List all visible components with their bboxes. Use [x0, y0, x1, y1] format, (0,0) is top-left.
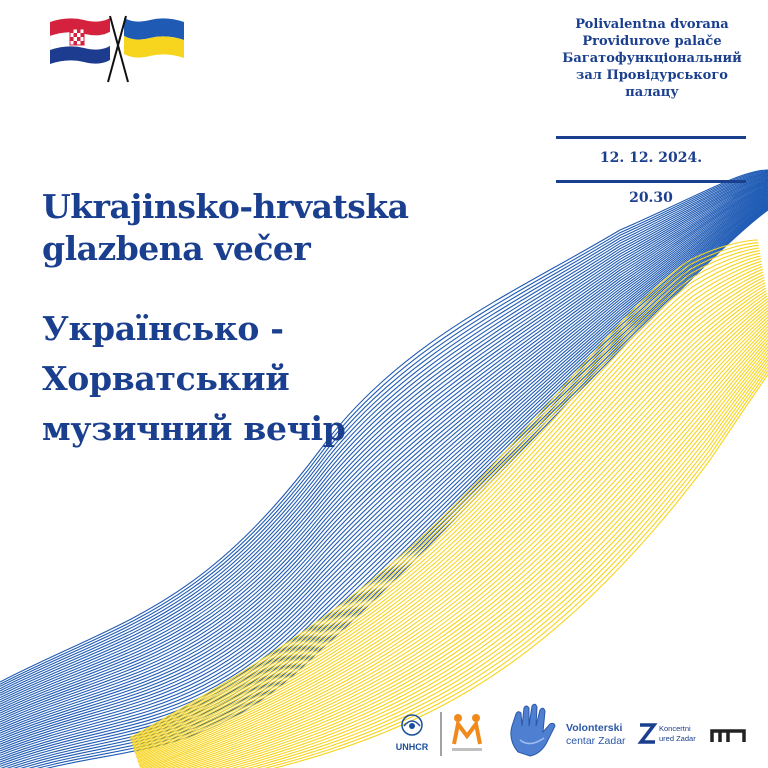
divider-bottom	[556, 180, 746, 183]
unhcr-logo	[396, 715, 429, 752]
venue-hr-line1: Polivalentna dvorana	[575, 17, 729, 32]
title-uk-line3: музичний вечір	[42, 409, 346, 448]
venue-uk-line2: зал Провідурського	[576, 68, 728, 83]
volonterski-label-line1: Volonterski	[566, 722, 623, 734]
flag-pole-right	[108, 16, 126, 82]
venue-info	[546, 16, 758, 101]
title-uk-line1: Українсько -	[42, 309, 284, 348]
hand-icon	[511, 704, 555, 756]
sponsor-logos	[0, 700, 768, 768]
unhcr-label: UNHCR	[395, 742, 429, 752]
wave-line	[0, 191, 768, 735]
koncertni-label-line2: ured Zadar	[659, 734, 696, 743]
title-hr-line2: glazbena večer	[42, 229, 311, 268]
title-ukrainian	[42, 304, 462, 454]
volonterski-label-line2: centar Zadar	[566, 735, 626, 747]
koncertni-ured-logo	[640, 724, 696, 743]
title-uk-line2: Хорватський	[42, 359, 290, 398]
venue-uk-line3: палацу	[625, 85, 679, 100]
m-logo	[712, 731, 744, 742]
venue-hr-line2: Providurove palače	[582, 34, 722, 49]
title-hr-line1: Ukrajinsko-hrvatska	[42, 187, 409, 226]
title-croatian	[42, 186, 482, 270]
event-date: 12. 12. 2024.	[599, 150, 703, 166]
ukraine-flag-icon	[124, 18, 184, 58]
family-center-logo	[450, 712, 484, 751]
divider-top	[556, 136, 746, 139]
wave-line	[0, 195, 768, 744]
crossed-flags	[44, 12, 190, 86]
event-time: 20.30	[629, 190, 673, 206]
venue-uk-line1: Багатофункціональний	[562, 51, 742, 66]
koncertni-label-line1: Koncertni	[659, 724, 691, 733]
croatia-flag-icon	[50, 18, 110, 64]
